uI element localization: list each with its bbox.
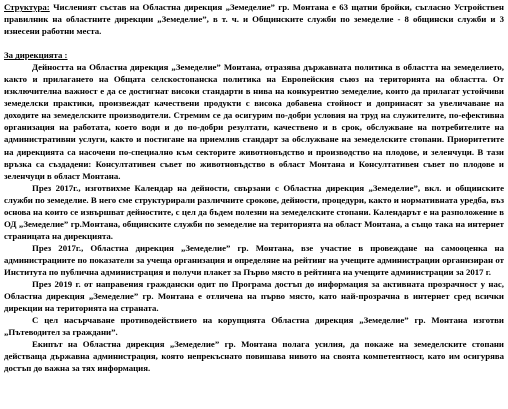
body-paragraph: През 2019 г. от направения граждански одит по Програма достъп до информация за активната прозрачност у нас, Областна дирекция „Земеделие” гр. Монтана е отличена на първо място, като най-прозрачна в интернет сред всички дирекции на територията на страната. bbox=[4, 279, 504, 314]
body-paragraph: Екипът на Областна дирекция „Земеделие” гр. Монтана полага усилия, да покаже на земеделските стопани действаща държавна администрация, която непрекъснато повишава нивото на своята компетентност, като им осигурява достъп до важна за тях информация. bbox=[4, 339, 504, 374]
body-paragraph: С цел насърчаване противодействието на корупцията Областна дирекция „Земеделие” гр. Монтана изготви „Пътеводител за граждани”. bbox=[4, 315, 504, 338]
about-heading-line bbox=[4, 49, 504, 61]
structure-text: Числeният състав на Областна дирекция „Земеделие” гр. Монтана е 63 щатни бройки, съгласно Устройствен правилник на областните дирекции „Земеделие”, в т. ч. и Общинските служби по земеделие - 8 общински служби и 3 изнесени работни места. bbox=[4, 2, 504, 37]
structure-label: Структура: bbox=[4, 2, 50, 12]
spacer bbox=[4, 37, 504, 49]
body-paragraph: През 2017г., Областна дирекция „Земеделие” гр. Монтана, взе участие в провеждане на самооценка на администрациите по показатели за учеща организация и определяне на рейтинг на учещите администрации организиран от Института по публична администрация и получи плакет за Първо място в рейтинга на учещите администрации за 2017 г. bbox=[4, 242, 504, 277]
about-heading: За дирекцията : bbox=[4, 50, 68, 61]
body-paragraph: Дейността на Областна дирекция „Земеделие” Монтана, отразява държавната политика в областта на земеделието, както и прилагането на Общата селскостопанска политика на Европейския съюз на територията на областта. От изключителна важност е да се достигнат високи стандарти в нива на конкурентно земеделие, които да прилагат устойчиви земеделски практики, произвеждат качествени продукти с висока добавена стойност и допринасят за увеличаване на доходите на земеделските производители. Стремим се да осигурим по-добри условия на труд на служителите, по-ефективна организация на работата, което води и до по-добри резултати, качествено и в срок, обслужване на потребителите на административни услуги, както и постигане на приемлив стандарт за обслужване на земеделските стопани. Приоритетите на дирекцията са насочени по-специално към секторите животновъдство и производство на плодове, и зеленчуци. В тази връзка са създадени: Консултативен съвет по животновъдство в област Монтана и Консултативен съвет по плодове и зеленчуци в област Монтана. bbox=[4, 62, 504, 181]
structure-paragraph bbox=[4, 1, 504, 37]
body-paragraph: През 2017г., изготвихме Календар на дейности, свързани с Областна дирекция „Земеделие”, вкл. и общинските служби по земеделие. В него сме структурирали различните срокове, дейности, процедури, както и нормативната уредба, въз основа на които се извършват дейностите, с цел да бъдем полезни на земеделските стопани. Календарът е на разположение в ОД „Земеделие” гр.Монтана, общинските служби по земеделие на територията на област Монтана, а също така на интернет страницата на дирекцията. bbox=[4, 182, 504, 241]
